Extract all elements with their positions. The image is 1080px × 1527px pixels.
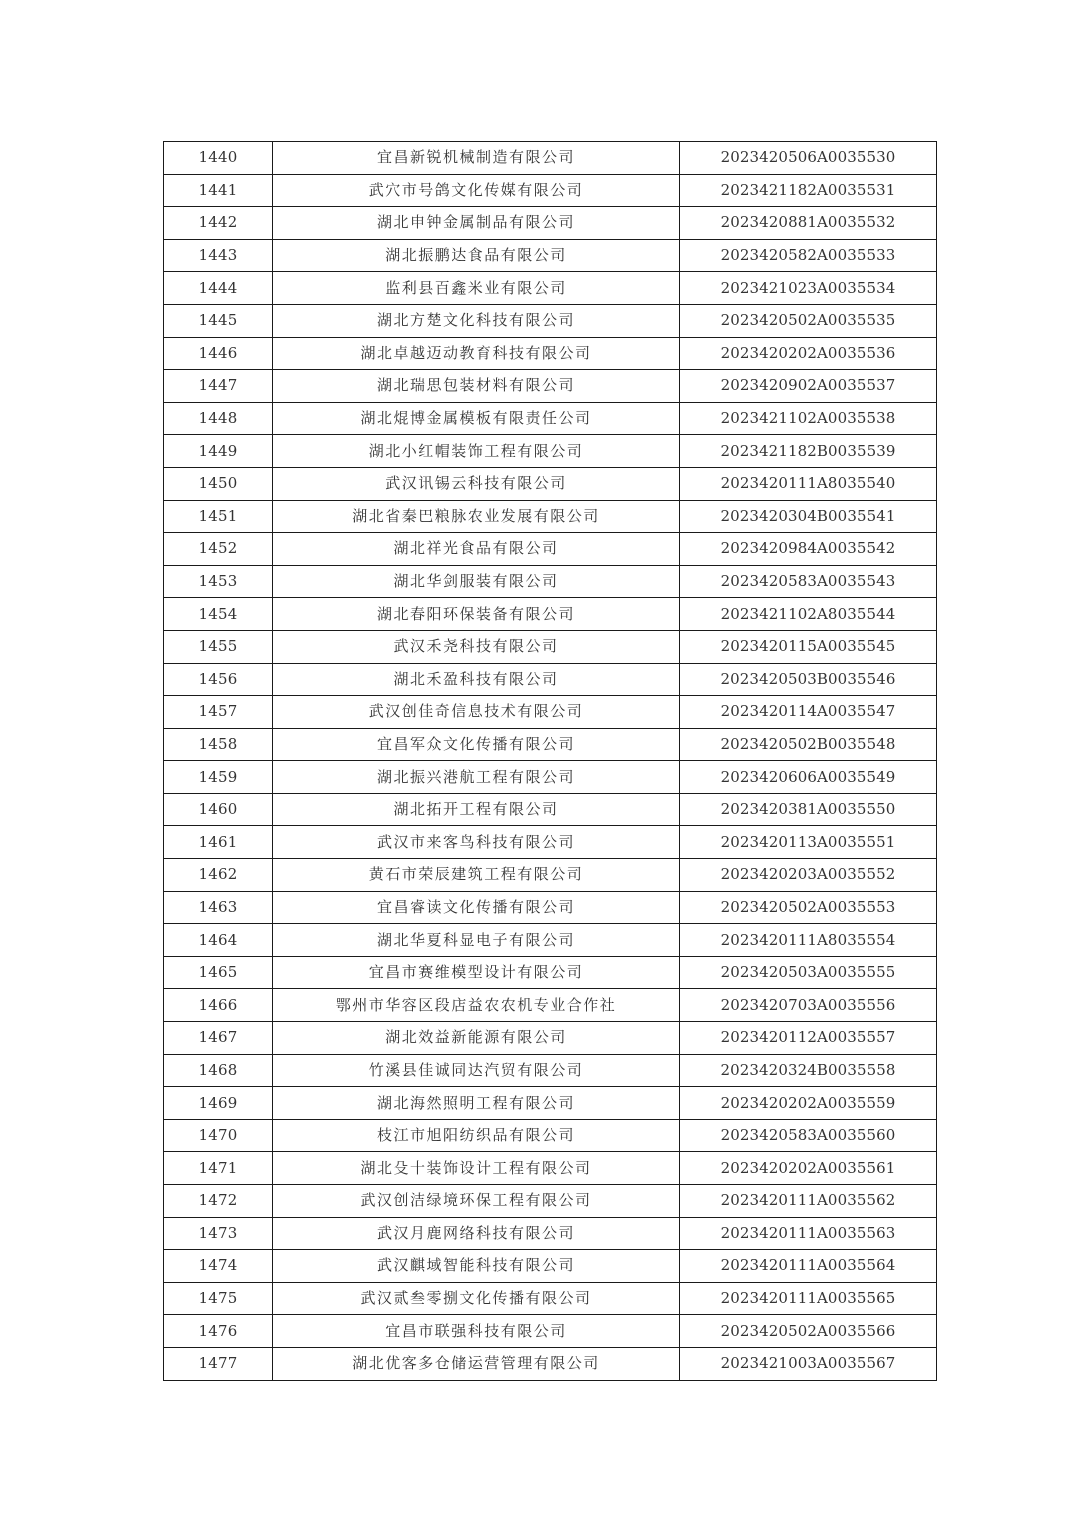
company-name-cell: 湖北效益新能源有限公司	[273, 1022, 680, 1055]
registration-code-cell: 2023420881A0035532	[680, 207, 937, 240]
table-row	[164, 174, 937, 207]
row-index-cell: 1462	[164, 859, 273, 892]
row-index-cell: 1443	[164, 239, 273, 272]
registration-code-cell: 2023420703A0035556	[680, 989, 937, 1022]
table-row	[164, 1217, 937, 1250]
row-index-cell: 1465	[164, 956, 273, 989]
table-row	[164, 696, 937, 729]
table-row	[164, 859, 937, 892]
company-name-cell: 武穴市号鸽文化传媒有限公司	[273, 174, 680, 207]
company-name-cell: 湖北拓开工程有限公司	[273, 793, 680, 826]
company-name-cell: 湖北祥光食品有限公司	[273, 533, 680, 566]
registration-code-cell: 2023420202A0035536	[680, 337, 937, 370]
company-name-cell: 宜昌市赛维模型设计有限公司	[273, 956, 680, 989]
row-index-cell: 1457	[164, 696, 273, 729]
row-index-cell: 1459	[164, 761, 273, 794]
row-index-cell: 1467	[164, 1022, 273, 1055]
row-index-cell: 1471	[164, 1152, 273, 1185]
company-name-cell: 鄂州市华容区段店益农农机专业合作社	[273, 989, 680, 1022]
company-name-cell: 宜昌新锐机械制造有限公司	[273, 142, 680, 175]
table-row	[164, 663, 937, 696]
row-index-cell: 1466	[164, 989, 273, 1022]
company-name-cell: 湖北焜博金属模板有限责任公司	[273, 402, 680, 435]
registration-code-cell: 2023421182A0035531	[680, 174, 937, 207]
row-index-cell: 1463	[164, 891, 273, 924]
company-name-cell: 武汉创佳奇信息技术有限公司	[273, 696, 680, 729]
registration-code-cell: 2023421023A0035534	[680, 272, 937, 305]
table-row	[164, 239, 937, 272]
row-index-cell: 1476	[164, 1315, 273, 1348]
table-row	[164, 565, 937, 598]
company-name-cell: 湖北禾盈科技有限公司	[273, 663, 680, 696]
row-index-cell: 1456	[164, 663, 273, 696]
row-index-cell: 1460	[164, 793, 273, 826]
row-index-cell: 1442	[164, 207, 273, 240]
company-name-cell: 湖北殳十装饰设计工程有限公司	[273, 1152, 680, 1185]
registration-code-cell: 2023420503A0035555	[680, 956, 937, 989]
table-row	[164, 1087, 937, 1120]
table-row	[164, 1022, 937, 1055]
registration-code-cell: 2023420502B0035548	[680, 728, 937, 761]
table-row	[164, 337, 937, 370]
table-row	[164, 1250, 937, 1283]
row-index-cell: 1473	[164, 1217, 273, 1250]
company-name-cell: 竹溪县佳诚同达汽贸有限公司	[273, 1054, 680, 1087]
company-name-cell: 湖北海然照明工程有限公司	[273, 1087, 680, 1120]
company-name-cell: 湖北申钟金属制品有限公司	[273, 207, 680, 240]
registration-code-cell: 2023420502A0035553	[680, 891, 937, 924]
table-row	[164, 630, 937, 663]
company-name-cell: 湖北优客多仓储运营管理有限公司	[273, 1347, 680, 1380]
company-name-cell: 湖北华夏科显电子有限公司	[273, 924, 680, 957]
registration-code-cell: 2023420984A0035542	[680, 533, 937, 566]
company-name-cell: 武汉创洁绿境环保工程有限公司	[273, 1185, 680, 1218]
company-name-cell: 监利县百鑫米业有限公司	[273, 272, 680, 305]
row-index-cell: 1451	[164, 500, 273, 533]
registration-code-cell: 2023420111A8035540	[680, 467, 937, 500]
table-row	[164, 826, 937, 859]
table-row	[164, 1119, 937, 1152]
row-index-cell: 1445	[164, 304, 273, 337]
company-name-cell: 湖北华剑服装有限公司	[273, 565, 680, 598]
company-name-cell: 武汉麒域智能科技有限公司	[273, 1250, 680, 1283]
registration-code-cell: 2023420111A0035564	[680, 1250, 937, 1283]
registration-code-cell: 2023421182B0035539	[680, 435, 937, 468]
registration-code-cell: 2023420902A0035537	[680, 370, 937, 403]
table-row	[164, 533, 937, 566]
registration-code-cell: 2023420506A0035530	[680, 142, 937, 175]
document-page	[163, 141, 936, 1381]
registration-code-cell: 2023420304B0035541	[680, 500, 937, 533]
company-name-cell: 枝江市旭阳纺织品有限公司	[273, 1119, 680, 1152]
table-row	[164, 1347, 937, 1380]
company-name-cell: 武汉禾尧科技有限公司	[273, 630, 680, 663]
row-index-cell: 1452	[164, 533, 273, 566]
company-registry-table	[163, 141, 937, 1381]
table-row	[164, 761, 937, 794]
table-row	[164, 207, 937, 240]
table-row	[164, 793, 937, 826]
registration-code-cell: 2023420111A0035562	[680, 1185, 937, 1218]
registration-code-cell: 2023420115A0035545	[680, 630, 937, 663]
row-index-cell: 1461	[164, 826, 273, 859]
company-name-cell: 湖北振鹏达食品有限公司	[273, 239, 680, 272]
row-index-cell: 1448	[164, 402, 273, 435]
registration-code-cell: 2023420111A8035554	[680, 924, 937, 957]
table-row	[164, 467, 937, 500]
company-name-cell: 武汉讯锡云科技有限公司	[273, 467, 680, 500]
registration-code-cell: 2023420114A0035547	[680, 696, 937, 729]
row-index-cell: 1475	[164, 1282, 273, 1315]
company-name-cell: 武汉市来客鸟科技有限公司	[273, 826, 680, 859]
table-row	[164, 728, 937, 761]
row-index-cell: 1440	[164, 142, 273, 175]
table-row	[164, 370, 937, 403]
registration-code-cell: 2023420203A0035552	[680, 859, 937, 892]
row-index-cell: 1464	[164, 924, 273, 957]
table-row	[164, 924, 937, 957]
registration-code-cell: 2023420202A0035561	[680, 1152, 937, 1185]
registration-code-cell: 2023420324B0035558	[680, 1054, 937, 1087]
table-row	[164, 1282, 937, 1315]
table-row	[164, 1054, 937, 1087]
table-row	[164, 598, 937, 631]
registration-code-cell: 2023420111A0035565	[680, 1282, 937, 1315]
registration-code-cell: 2023420582A0035533	[680, 239, 937, 272]
company-name-cell: 宜昌军众文化传播有限公司	[273, 728, 680, 761]
company-name-cell: 湖北振兴港航工程有限公司	[273, 761, 680, 794]
table-body	[164, 142, 937, 1381]
table-row	[164, 142, 937, 175]
table-row	[164, 956, 937, 989]
registration-code-cell: 2023420202A0035559	[680, 1087, 937, 1120]
registration-code-cell: 2023420502A0035535	[680, 304, 937, 337]
company-name-cell: 湖北春阳环保装备有限公司	[273, 598, 680, 631]
row-index-cell: 1472	[164, 1185, 273, 1218]
row-index-cell: 1474	[164, 1250, 273, 1283]
company-name-cell: 湖北卓越迈动教育科技有限公司	[273, 337, 680, 370]
row-index-cell: 1477	[164, 1347, 273, 1380]
company-name-cell: 宜昌市联强科技有限公司	[273, 1315, 680, 1348]
table-row	[164, 1185, 937, 1218]
registration-code-cell: 2023420381A0035550	[680, 793, 937, 826]
registration-code-cell: 2023421003A0035567	[680, 1347, 937, 1380]
company-name-cell: 黄石市荣辰建筑工程有限公司	[273, 859, 680, 892]
table-row	[164, 1152, 937, 1185]
row-index-cell: 1469	[164, 1087, 273, 1120]
row-index-cell: 1455	[164, 630, 273, 663]
row-index-cell: 1468	[164, 1054, 273, 1087]
table-row	[164, 1315, 937, 1348]
company-name-cell: 湖北瑞思包装材料有限公司	[273, 370, 680, 403]
registration-code-cell: 2023421102A8035544	[680, 598, 937, 631]
row-index-cell: 1444	[164, 272, 273, 305]
row-index-cell: 1447	[164, 370, 273, 403]
table-row	[164, 272, 937, 305]
registration-code-cell: 2023420606A0035549	[680, 761, 937, 794]
registration-code-cell: 2023420113A0035551	[680, 826, 937, 859]
company-name-cell: 湖北小红帽装饰工程有限公司	[273, 435, 680, 468]
table-row	[164, 402, 937, 435]
registration-code-cell: 2023420111A0035563	[680, 1217, 937, 1250]
table-row	[164, 500, 937, 533]
row-index-cell: 1454	[164, 598, 273, 631]
registration-code-cell: 2023420503B0035546	[680, 663, 937, 696]
table-row	[164, 304, 937, 337]
registration-code-cell: 2023420583A0035560	[680, 1119, 937, 1152]
table-row	[164, 435, 937, 468]
company-name-cell: 武汉月鹿网络科技有限公司	[273, 1217, 680, 1250]
registration-code-cell: 2023420583A0035543	[680, 565, 937, 598]
company-name-cell: 湖北省秦巴粮脉农业发展有限公司	[273, 500, 680, 533]
registration-code-cell: 2023420502A0035566	[680, 1315, 937, 1348]
row-index-cell: 1450	[164, 467, 273, 500]
row-index-cell: 1441	[164, 174, 273, 207]
registration-code-cell: 2023421102A0035538	[680, 402, 937, 435]
row-index-cell: 1458	[164, 728, 273, 761]
row-index-cell: 1453	[164, 565, 273, 598]
row-index-cell: 1470	[164, 1119, 273, 1152]
company-name-cell: 湖北方楚文化科技有限公司	[273, 304, 680, 337]
table-row	[164, 989, 937, 1022]
company-name-cell: 武汉贰叁零捌文化传播有限公司	[273, 1282, 680, 1315]
row-index-cell: 1446	[164, 337, 273, 370]
registration-code-cell: 2023420112A0035557	[680, 1022, 937, 1055]
row-index-cell: 1449	[164, 435, 273, 468]
table-row	[164, 891, 937, 924]
company-name-cell: 宜昌睿读文化传播有限公司	[273, 891, 680, 924]
